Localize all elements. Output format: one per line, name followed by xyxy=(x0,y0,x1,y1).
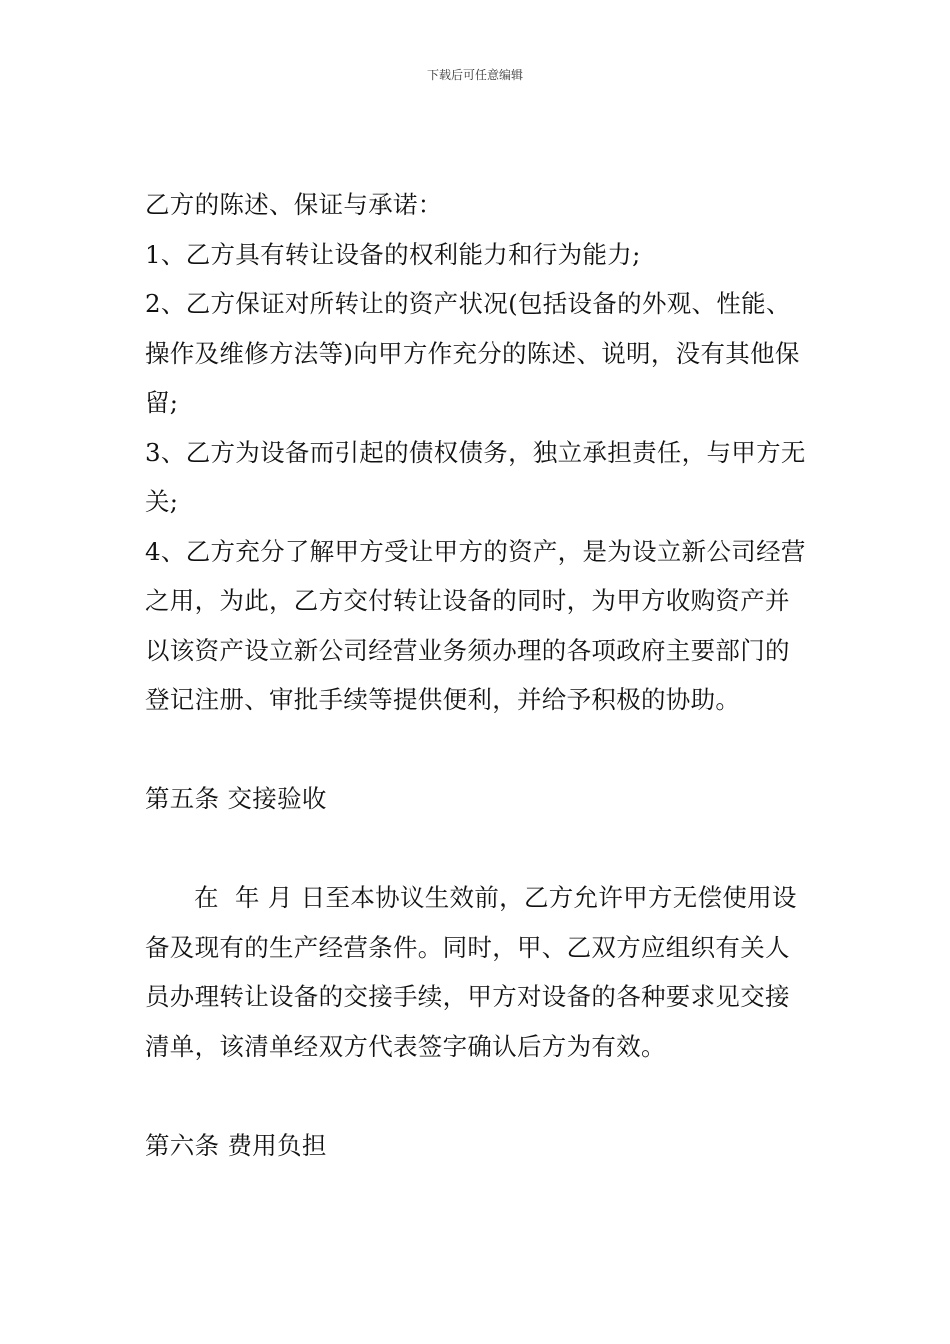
article-6-heading: 第六条 费用负担 xyxy=(145,1130,327,1160)
paragraph-item-1: 1、乙方具有转让设备的权利能力和行为能力; xyxy=(145,239,641,269)
article-5-heading: 第五条 交接验收 xyxy=(145,784,327,813)
spacer xyxy=(145,824,810,874)
article-5-paragraph: 在 年 月 日至本协议生效前，乙方允许甲方无偿使用设备及现有的生产经营条件。同时，甲、乙双方应组织有关人员办理转让设备的交接手续，甲方对设备的各种要求见交接清单，该清单经双方代表签字确认后方为有效。 xyxy=(145,883,797,1061)
paragraph-intro: 乙方的陈述、保证与承诺： xyxy=(145,190,443,219)
document-body xyxy=(145,180,810,1170)
page-header-note: 下载后可任意编辑 xyxy=(426,68,523,82)
paragraph-item-3: 3、乙方为设备而引起的债权债务，独立承担责任，与甲方无关; xyxy=(145,437,806,516)
spacer xyxy=(145,725,810,775)
paragraph-item-4: 4、乙方充分了解甲方受让甲方的资产，是为设立新公司经营之用，为此，乙方交付转让设备的同时，为甲方收购资产并以该资产设立新公司经营业务须办理的各项政府主要部门的登记注册、审批手续等提供便利，并给予积极的协助。 xyxy=(145,536,806,714)
spacer xyxy=(145,1071,810,1121)
paragraph-item-2: 2、乙方保证对所转让的资产状况(包括设备的外观、性能、操作及维修方法等)向甲方作充分的陈述、说明，没有其他保留; xyxy=(145,289,800,417)
